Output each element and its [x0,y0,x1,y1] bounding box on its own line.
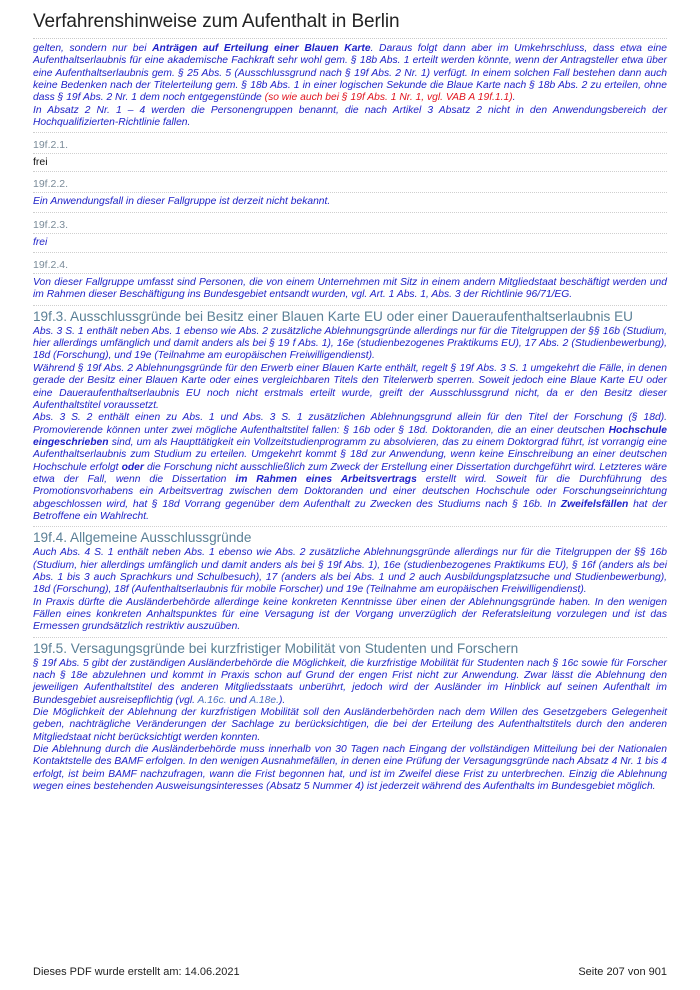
text-run: gelten, sondern nur bei [33,43,153,54]
section-heading: 19f.3. Ausschlussgründe bei Besitz einer Blauen Karte EU oder einer Daueraufenthaltserlaubnis EU [33,305,667,325]
footer-created-date: Dieses PDF wurde erstellt am: 14.06.2021 [33,966,240,978]
text-run: und [226,694,250,706]
section-heading: 19f.5. Versagungsgründe bei kurzfristiger Mobilität von Studenten und Forschern [33,637,667,657]
subsection-text: frei [33,156,48,169]
footer-page-number: Seite 207 von 901 [578,966,667,978]
subsection-number: 19f.2.4. [33,252,667,273]
subsection-block [33,193,667,211]
page-title: Verfahrenshinweise zum Aufenthalt in Berlin [33,11,400,32]
subsection-text: Von dieser Fallgruppe umfasst sind Personen, die von einem Unternehmen mit Sitz in einem andern Mitgliedstaat beschäftigt werden und im Rahmen dieser Beschäftigung ins Bundesgebiet entsandt wurden, vgl. Art. 1 Abs. 1, Abs. 3 der Richtlinie 96/71/EG. [33,277,667,301]
text-run: § 19f Abs. 5 gibt der zuständigen Ausländerbehörde die Möglichkeit, die kurzfristige Mobilität für Studenten nach § 16c sowie für Forscher nach § 18e abzulehnen und kommt in Praxis schon auf Grund der engen Frist nicht zur Anwendung. Zwar lässt die Ablehnung den jeweiligen Aufenthaltstitel des anderen Mitgliedsstaats unberührt, jedoch wird der Ausländer im Hinblick auf seinen Aufenthalt im Bundesgebiet ausreisepflichtig (vgl. [33,657,667,706]
text-run: erstellt wird. Soweit für die Durchführung des Promotionsvorhabens ein Arbeitsvertrag zwischen dem Doktoranden und einer deutschen Hochschule oder Forschungseinrichtung abgeschlossen wird, hat § 18d Vorrang gegenüber dem Aufenthalt zu Zwecken des Studiums nach § 16b. In [33,473,667,510]
intro-paragraph-1 [33,43,667,105]
section-paragraph [33,412,667,523]
bold-text: Zweifelsfällen [560,498,629,510]
text-run: . [512,92,516,104]
subsection-number: 19f.2.2. [33,171,667,192]
cross-reference-link[interactable]: A.18e. [249,694,279,706]
subsection-block [33,234,667,252]
subsection-number: 19f.2.3. [33,212,667,233]
section-paragraph: Auch Abs. 4 S. 1 enthält neben Abs. 1 ebenso wie Abs. 2 zusätzliche Ablehnungsgründe allerdings nur für die Titelgruppen der §§ 16b (Studium, hier allerdings umfänglich und damit anders als bei § 19f Abs. 1), 16e (studienbezogenes Praktikums EU), § 16f (anders als bei Abs. 1 bis 3 auch Sprachkurs und Schulbesuch), 17 (anders als bei Abs. 1 und 2 auch Ausbildungsplatzsuche und Studienbewerbung), 18d (Forschung), 18f (Aufenthaltserlaubnis für mobile Forscher) und 19e (Teilnahme am europäischen Freiwilligendienst). [33,547,667,596]
bold-text: Hochschule eingeschrieben [33,424,667,448]
text-run: hat der Betroffene ein Wahlrecht. [33,498,667,522]
intro-paragraph-2: In Absatz 2 Nr. 1 – 4 werden die Personengruppen benannt, die nach Artikel 3 Absatz 2 nicht in den Anwendungsbereich der Hochqualifizierten-Richtlinie fallen. [33,104,667,129]
intro-block [33,42,667,132]
section-paragraph: Die Möglichkeit der Ablehnung der kurzfristigen Mobilität soll den Ausländerbehörden nach dem Willen des Gesetzgebers Gelegenheit geben, nachträgliche Veränderungen der Sachlage zu berücksichtigen, die bei der Erteilung des Aufenthaltstitels durch den anderen Mitgliedstaat nicht berücksichtigt werden konnten. [33,707,667,743]
section-body [33,325,667,527]
section-paragraph [33,658,667,707]
text-run: sind, um als Haupttätigkeit ein Vollzeitstudienprogramm zu absolvieren, das zu einem Doktorgrad führt, ist vorrangig eine Aufenthaltserlaubnis zum Studium zu erteilen. Umgekehrt kommt § 18d zur Anwendung, wenn keine Einschreibung an einer deutschen Hochschule erfolgt [33,436,667,473]
section-paragraph: Während § 19f Abs. 2 Ablehnungsgründe für den Erwerb einer Blauen Karte enthält, regelt § 19f Abs. 3 S. 1 umgekehrt die Fälle, in denen gerade der Besitz einer Blauen Karte oder eines vergleichbaren Titels den Titelerwerb sperren. Soweit jedoch eine Blaue Karte EU oder eine Daueraufenthaltserlaubnis EU noch nicht erstmals erteilt wurde, greift der Ausschlussgrund nicht, da er den Besitz dieser Aufenthaltstitel voraussetzt. [33,362,667,411]
section-heading: 19f.4. Allgemeine Ausschlussgründe [33,526,667,546]
section-body [33,657,667,797]
section-paragraph: In Praxis dürfte die Ausländerbehörde allerdinge keine konkreten Kenntnisse über einen der Ablehnungsgründe haben. In den wenigen Fällen eines konkreten Anhaltspunktes für eine Versagung ist der Vorgang unverzüglich der Referatsleitung vorzulegen und ist das Ermessen grundsätzlich restriktiv auszuüben. [33,596,667,633]
text-run: ). [278,694,286,706]
bold-text: im Rahmen eines Arbeitsvertrags [235,473,417,485]
text-run: die Forschung nicht ausschließlich zum Zweck der Erstellung einer Dissertation durchgeführt wird. Letzteres wäre etwa der Fall, wenn die Dissertation [33,461,667,485]
subsection-number: 19f.2.1. [33,132,667,153]
text-run: Abs. 3 S. 2 enthält einen zu Abs. 1 und Abs. 3 S. 1 zusätzlichen Ablehnungsgrund allein für den Titel der Forschung (§ 18d). Promovierende können unter zwei mögliche Aufenthaltstitel fallen: § 16b oder § 18d. Doktoranden, die an einer deutschen [33,412,667,436]
bold-text: Anträgen auf Erteilung einer Blauen Karte [152,43,371,54]
text-run: . Daraus folgt dann aber im Umkehrschluss, dass etwa eine Aufenthaltserlaubnis für eine akademische Fachkraft sehr wohl gem. § 18b Abs. 1 erteilt werden könnte, wenn der Antragsteller etwa über eine Aufenthaltserlaubnis gem. § 25 Abs. 5 (Ausschlussgrund nach § 19f Abs. 2 Nr. 1) verfügt. In einem solchen Fall bestehen dann auch keine Bedenken nach der Titelerteilung gem. § 18b Abs. 1 in einer logischen Sekunde die Blaue Karte nach § 18b Abs. 2 zu erteilen, ohne dass § 19f Abs. 2 Nr. 1 dem noch entgegenstünde [33,43,667,104]
section-body [33,546,667,636]
red-annotation: (so wie auch bei § 19f Abs. 1 Nr. 1, vgl. VAB A 19f.1.1) [264,92,513,104]
section-paragraph: Abs. 3 S. 1 enthält neben Abs. 1 ebenso wie Abs. 2 zusätzliche Ablehnungsgründe allerdings nur für die Titelgruppen der §§ 16b (Studium, hier allerdings umfänglich und damit anders als bei § 19 f Abs. 1), 16e (studienbezogenes Praktikums EU), 17 Abs. 2 (Studienbewerbung), 18d (Forschung), und 19e (Teilnahme am europäischen Freiwilligendienst). [33,325,667,362]
section-paragraph: Die Ablehnung durch die Ausländerbehörde muss innerhalb von 30 Tagen nach Eingang der vollständigen Mitteilung bei der Nationalen Kontaktstelle des BAMF erfolgen. In den wenigen Ausnahmefällen, in denen eine Prüfung der Versagungsgründe nach Absatz 4 Nr. 1 bis 4 erfolgt, ist beim BAMF nachzufragen, wann die Frist begonnen hat, und ist im Zweifel diese Frist zu unterbrechen. Einzig die Ablehnung wegen eines bestehenden Ausweisungsinteresses (Absatz 5 Nummer 4) ist jederzeit während des Aufenthalts im Bundesgebiet möglich. [33,744,667,793]
cross-reference-link[interactable]: A.16c. [197,694,227,706]
subsection-block [33,274,667,305]
title-divider [33,38,667,39]
subsection-text: frei [33,236,48,248]
document-body [33,42,667,796]
bold-text: oder [121,461,144,473]
subsection-text: Ein Anwendungsfall in dieser Fallgruppe ist derzeit nicht bekannt. [33,196,331,208]
